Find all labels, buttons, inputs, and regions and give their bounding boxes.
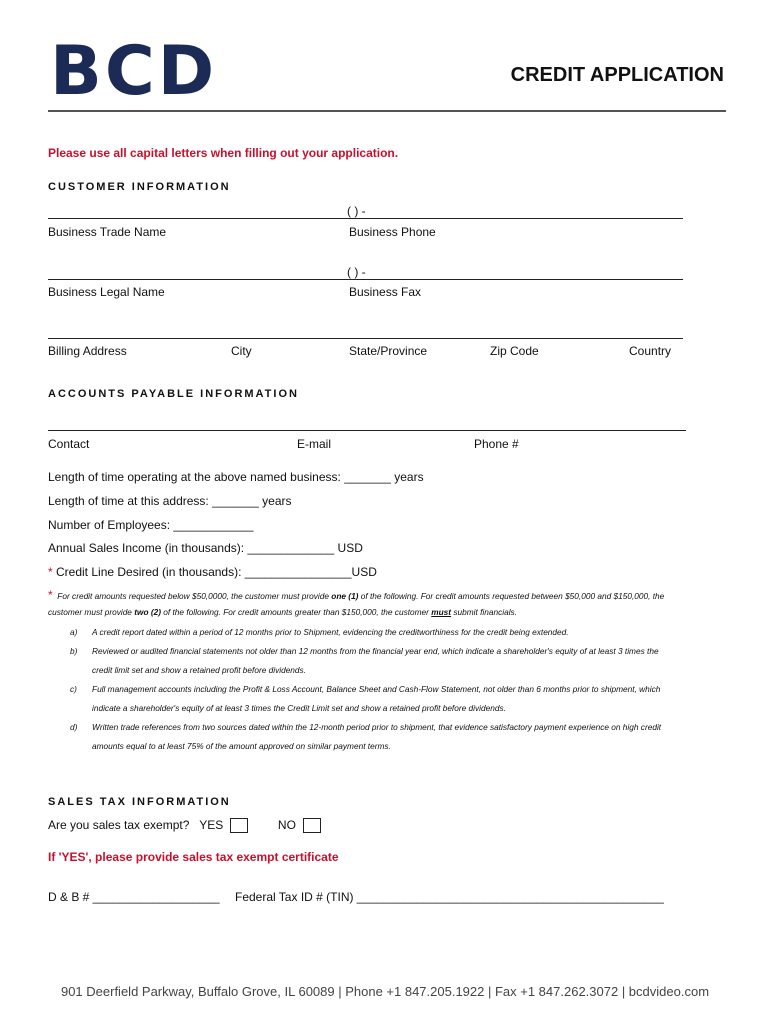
note-emphasis: must	[431, 607, 452, 617]
item-b-text-line1: Reviewed or audited financial statements not older than 12 months from the financial year end, which indicate a shareholder's equity of at least 3 times the	[92, 646, 659, 656]
note-text: customer must provide	[48, 607, 135, 617]
dnb-number-field[interactable]: D & B # ___________________	[48, 890, 220, 904]
item-c-text-line1: Full management accounts including the Profit & Loss Account, Balance Sheet and Cash-Flow Statement, not older than 6 months prior to shipment, which	[92, 684, 661, 694]
note-text: of the following. For credit amounts greater than $150,000, the customer	[160, 607, 432, 617]
accounts-payable-contact-field[interactable]	[48, 430, 686, 431]
item-a-letter: a)	[70, 627, 78, 637]
business-trade-name-label: Business Trade Name	[48, 225, 167, 239]
note-text: For credit amounts requested below $50,0000, the customer must provide	[57, 591, 332, 601]
annual-sales-field[interactable]: Annual Sales Income (in thousands): _____________ USD	[48, 541, 363, 555]
email-label: E-mail	[297, 437, 332, 451]
header-divider	[48, 110, 726, 112]
customer-information-heading: CUSTOMER INFORMATION	[48, 181, 231, 193]
business-phone-field[interactable]	[335, 218, 683, 219]
zip-code-label: Zip Code	[490, 344, 539, 358]
billing-address-label: Billing Address	[48, 344, 127, 358]
billing-address-field[interactable]	[48, 338, 683, 339]
business-legal-name-field[interactable]	[48, 279, 335, 280]
sales-tax-exempt-row	[48, 818, 321, 833]
item-b-text-line2: credit limit set and show a retained profit before dividends.	[92, 665, 306, 675]
business-phone-format: ( ) -	[347, 204, 366, 218]
yes-label: YES	[199, 818, 224, 832]
bcd-logo: BCD	[50, 32, 218, 111]
item-c-text-line2: indicate a shareholder's equity of at least 3 times the Credit Limit set and show a retained profit before dividends.	[92, 703, 506, 713]
item-d-text-line1: Written trade references from two sources dated within the 12-month period prior to shipment, that evidence satisfactory payment experience on high credit	[92, 722, 662, 732]
contact-label: Contact	[48, 437, 90, 451]
accounts-payable-heading: ACCOUNTS PAYABLE INFORMATION	[48, 388, 299, 400]
note-star: *	[48, 588, 53, 602]
state-province-label: State/Province	[349, 344, 428, 358]
item-d-letter: d)	[70, 722, 78, 732]
credit-line-desired-field[interactable]	[48, 565, 377, 579]
federal-tax-id-field[interactable]: Federal Tax ID # (TIN) ______________________________________________	[235, 890, 664, 904]
credit-line-label: Credit Line Desired (in thousands): ________________USD	[52, 565, 377, 579]
item-a-text: A credit report dated within a period of 12 months prior to Shipment, evidencing the creditworthiness for the credit being extended.	[92, 627, 569, 637]
item-c-letter: c)	[70, 684, 77, 694]
no-label: NO	[277, 818, 296, 832]
item-b-letter: b)	[70, 646, 78, 656]
required-star: *	[48, 565, 53, 579]
business-legal-name-label: Business Legal Name	[48, 285, 165, 299]
note-emphasis: two (2)	[134, 607, 161, 617]
credit-requirements-note-line2	[48, 608, 517, 616]
yes-checkbox[interactable]	[230, 818, 248, 833]
document-title: CREDIT APPLICATION	[510, 64, 724, 86]
length-at-address-field[interactable]: Length of time at this address: _______ years	[48, 494, 292, 508]
business-trade-name-field[interactable]	[48, 218, 335, 219]
note-text: submit financials.	[451, 607, 518, 617]
no-checkbox[interactable]	[303, 818, 321, 833]
credit-requirements-note-line1	[48, 589, 664, 601]
note-emphasis: one (1)	[331, 591, 359, 601]
length-operating-field[interactable]: Length of time operating at the above named business: _______ years	[48, 470, 424, 484]
item-d-text-line2: amounts equal to at least 75% of the amount approved on similar payment terms.	[92, 741, 391, 751]
tax-exempt-question: Are you sales tax exempt?	[48, 818, 190, 832]
business-fax-field[interactable]	[335, 279, 683, 280]
business-fax-format: ( ) -	[347, 265, 366, 279]
sales-tax-heading: SALES TAX INFORMATION	[48, 796, 231, 808]
country-label: Country	[629, 344, 672, 358]
business-phone-label: Business Phone	[349, 225, 436, 239]
capital-letters-instruction: Please use all capital letters when filling out your application.	[48, 146, 399, 160]
note-text: of the following. For credit amounts requested between $50,000 and $150,000, the	[358, 591, 665, 601]
company-contact-footer: 901 Deerfield Parkway, Buffalo Grove, IL 60089 | Phone +1 847.205.1922 | Fax +1 847.262.3072 | bcdvideo.com	[60, 984, 710, 999]
tax-exempt-certificate-note: If 'YES', please provide sales tax exempt certificate	[48, 850, 339, 864]
business-fax-label: Business Fax	[349, 285, 422, 299]
number-of-employees-field[interactable]: Number of Employees: ____________	[48, 518, 254, 532]
city-label: City	[231, 344, 252, 358]
phone-label: Phone #	[474, 437, 519, 451]
